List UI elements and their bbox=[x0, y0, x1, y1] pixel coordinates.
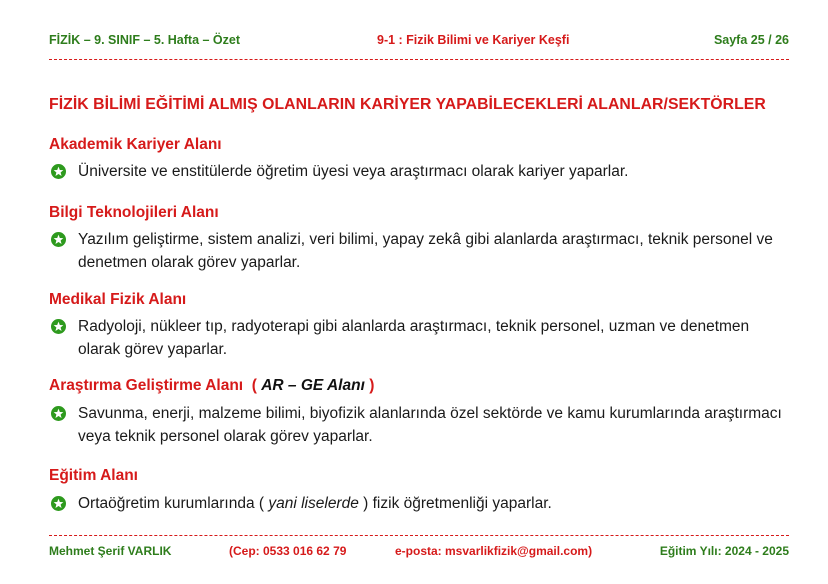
footer-email: e-posta: msvarlikfizik@gmail.com) bbox=[395, 544, 593, 558]
star-circle-icon bbox=[51, 232, 66, 247]
section-title-rnd bbox=[49, 377, 374, 395]
bullet-text: Yazılım geliştirme, sistem analizi, veri bilimi, yapay zekâ gibi alanlarda araştırmacı, teknik personel ve denetmen olarak görev yaparlar. bbox=[78, 231, 773, 271]
section-title-abbrev: AR – GE Alanı bbox=[261, 377, 365, 394]
bullet-text: Radyoloji, nükleer tıp, radyoterapi gibi alanlarda araştırmacı, teknik personel, uzman ve denetmen olarak görev yaparlar. bbox=[78, 318, 750, 358]
section-title-it: Bilgi Teknolojileri Alanı bbox=[49, 204, 219, 221]
bullet-text: Üniversite ve enstitülerde öğretim üyesi veya araştırmacı olarak kariyer yaparlar. bbox=[78, 163, 629, 180]
section-title-paren-close: ) bbox=[369, 377, 375, 394]
header-course: FİZİK – 9. SINIF – 5. Hafta – Özet bbox=[49, 33, 241, 47]
star-circle-icon bbox=[51, 406, 66, 421]
page-title: FİZİK BİLİMİ EĞİTİMİ ALMIŞ OLANLARIN KARİYER YAPABİLECEKLERİ ALANLAR/SEKTÖRLER bbox=[49, 96, 766, 113]
header-page-number: Sayfa 25 / 26 bbox=[713, 33, 789, 47]
section-title-paren-open: ( bbox=[251, 377, 257, 394]
star-circle-icon bbox=[51, 164, 66, 179]
footer-school-year: Eğitim Yılı: 2024 - 2025 bbox=[659, 544, 789, 558]
footer-author: Mehmet Şerif VARLIK bbox=[49, 544, 172, 558]
page-footer bbox=[49, 544, 789, 564]
bullet-text-post: ) fizik öğretmenliği yaparlar. bbox=[363, 495, 552, 512]
bullet-text-emphasis: yani liselerde bbox=[268, 495, 359, 512]
page-header bbox=[49, 30, 789, 52]
bullet-text-pre: Ortaöğretim kurumlarında ( bbox=[78, 495, 265, 512]
footer-divider bbox=[49, 535, 789, 536]
star-circle-icon bbox=[51, 496, 66, 511]
section-title-education: Eğitim Alanı bbox=[49, 467, 138, 484]
star-circle-icon bbox=[51, 319, 66, 334]
section-title-medical: Medikal Fizik Alanı bbox=[49, 291, 187, 308]
header-divider bbox=[49, 59, 789, 60]
header-topic: 9-1 : Fizik Bilimi ve Kariyer Keşfi bbox=[377, 33, 570, 47]
bullet-text: Savunma, enerji, malzeme bilimi, biyofizik alanlarında özel sektörde ve kamu kurumlarında araştırmacı veya teknik personel olarak görev yaparlar. bbox=[78, 405, 782, 445]
bullet-text bbox=[78, 492, 784, 515]
section-title-academic: Akademik Kariyer Alanı bbox=[49, 136, 222, 153]
section-title-main: Araştırma Geliştirme Alanı bbox=[49, 377, 244, 394]
footer-phone: (Cep: 0533 016 62 79 bbox=[229, 544, 347, 558]
